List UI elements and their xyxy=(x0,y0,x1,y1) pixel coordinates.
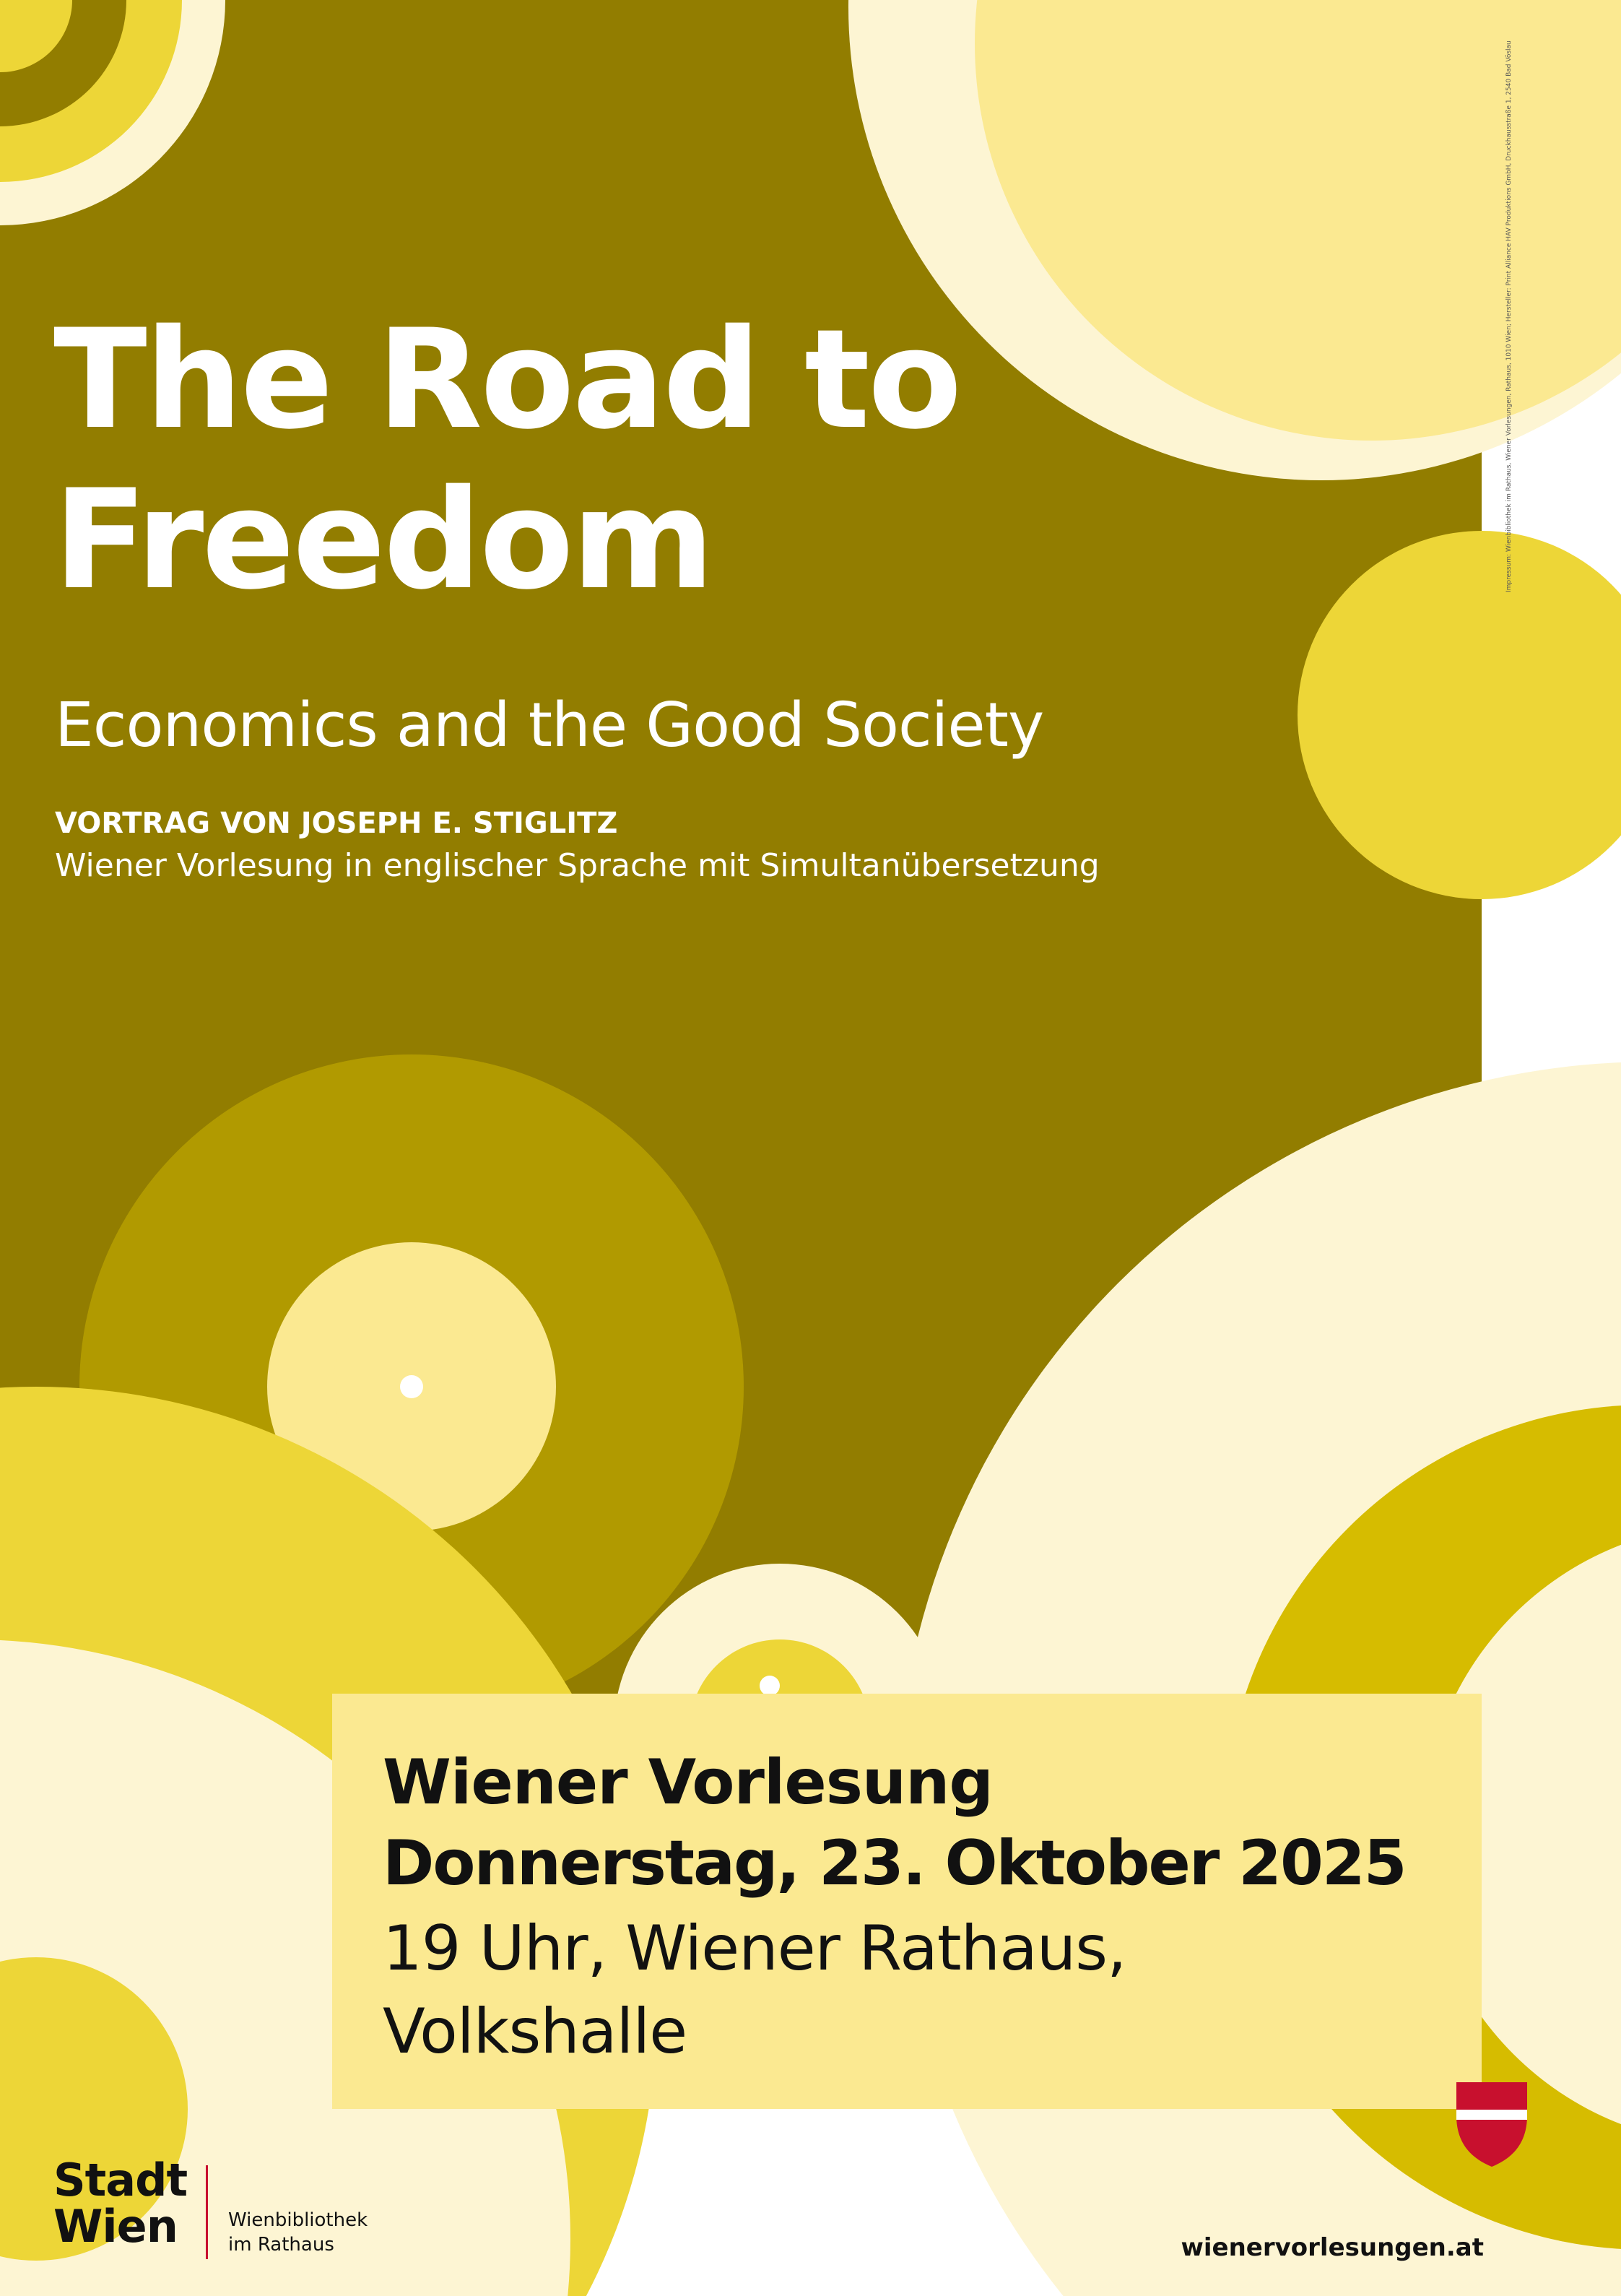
circle-top-left xyxy=(0,0,225,225)
logo-divider xyxy=(206,2165,208,2259)
event-info-box xyxy=(332,1694,1482,2109)
language-note: Wiener Vorlesung in englischer Sprache mit Simultanübersetzung xyxy=(55,847,1100,884)
lecture-title xyxy=(53,300,1137,620)
title-line-1: The Road to xyxy=(53,300,960,459)
logo-line-1: Stadt xyxy=(53,2154,188,2206)
logo-line-2: Wien xyxy=(53,2200,178,2253)
library-name xyxy=(228,2208,368,2257)
event-series: Wiener Vorlesung xyxy=(383,1746,993,1819)
imprint-vertical xyxy=(1496,29,1513,592)
event-hall: Volkshalle xyxy=(383,1996,687,2068)
website-link[interactable]: wienervorlesungen.at xyxy=(1181,2233,1484,2262)
imprint-text: Impressum: Wienbibliothek im Rathaus, Wiener Vorlesungen, Rathaus, 1010 Wien; Hersteller: Print Alliance HAV Produktions GmbH, Druckhausstraße 1, 2540 Bad Vöslau xyxy=(1505,40,1513,592)
event-time-place: 19 Uhr, Wiener Rathaus, xyxy=(383,1912,1126,1985)
lecture-subtitle: Economics and the Good Society xyxy=(55,690,1044,761)
vienna-coat-of-arms-icon xyxy=(1456,2082,1527,2167)
title-line-2: Freedom xyxy=(53,460,713,620)
event-date: Donnerstag, 23. Oktober 2025 xyxy=(383,1827,1406,1899)
library-line-2: im Rathaus xyxy=(228,2234,334,2256)
speaker-line: VORTRAG VON JOSEPH E. STIGLITZ xyxy=(55,807,618,840)
library-line-1: Wienbibliothek xyxy=(228,2209,368,2231)
stadt-wien-logo[interactable] xyxy=(53,2154,188,2253)
